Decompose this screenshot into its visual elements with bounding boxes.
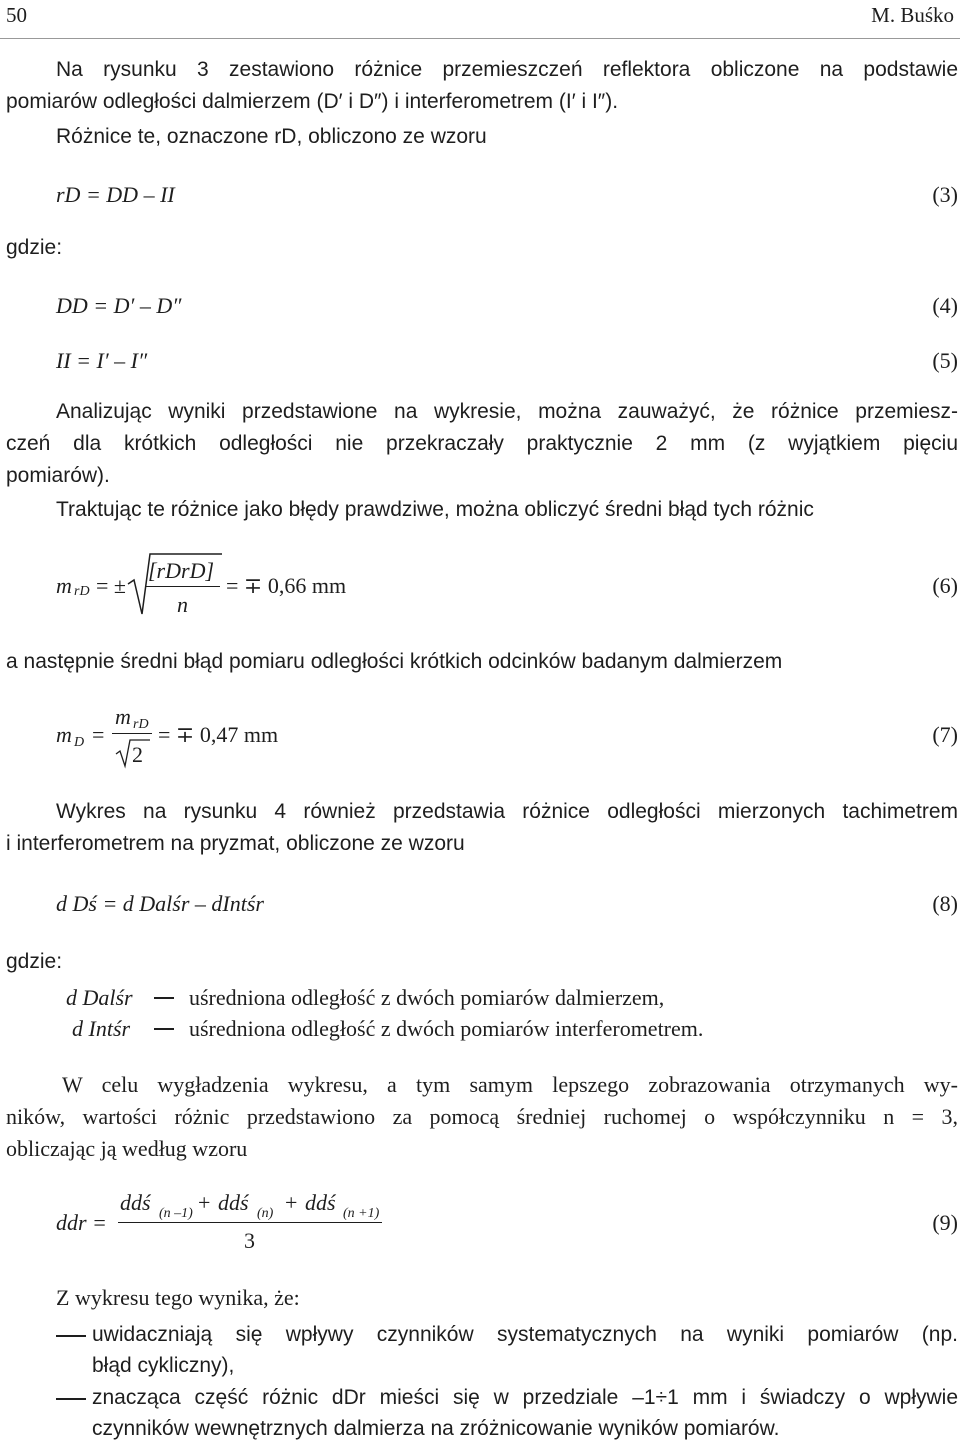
eq6-m-sub: rD	[74, 584, 90, 599]
equation-9-number: (9)	[932, 1210, 958, 1235]
equation-3-number: (3)	[932, 182, 958, 207]
paragraph-2-line-3: pomiarów).	[6, 464, 110, 487]
definition-dash-1	[154, 997, 174, 999]
eq9-term-2: ddś	[218, 1190, 249, 1215]
page-number: 50	[6, 3, 27, 27]
eq9-term-3: ddś	[305, 1190, 336, 1215]
page-header	[0, 0, 960, 39]
equation-4: DD = D′ – D″	[56, 293, 182, 318]
paragraph-1-line-1: Na rysunku 3 zestawiono różnice przemieszczeń reflektora obliczone na podstawie	[56, 58, 958, 81]
bullet-dash-1	[56, 1335, 86, 1337]
equation-5-number: (5)	[932, 348, 958, 373]
paragraph-5-line-2: i interferometrem na pryzmat, obliczone ze wzoru	[6, 832, 465, 855]
paragraph-7-line-1: Z wykresu tego wynika, że:	[56, 1285, 300, 1310]
equation-8-number: (8)	[932, 891, 958, 916]
gdzie-label-2: gdzie:	[6, 950, 63, 973]
eq7-num-sub: rD	[133, 717, 149, 732]
paragraph-3-line-1: Traktując te różnice jako błędy prawdziwe, można obliczyć średni błąd tych różnic	[56, 498, 814, 521]
running-author: M. Buśko	[871, 3, 954, 27]
equation-4-number: (4)	[932, 293, 958, 318]
eq9-term-1: ddś	[120, 1190, 151, 1215]
eq6-equals-pm: = ±	[96, 573, 126, 598]
paragraph-2-line-1: Analizując wyniki przedstawione na wykresie, można zauważyć, że różnice przemiesz-	[56, 400, 958, 423]
bullet-1-line-1: uwidaczniają się wpływy czynników systematycznych na wyniki pomiarów (np.	[92, 1323, 958, 1346]
bullet-2-line-1: znacząca część różnic dDr mieści się w przedziale –1÷1 mm i świadczy o wpływie	[92, 1386, 958, 1409]
eq7-m: m	[56, 722, 72, 747]
definition-term-2: d Intśr	[72, 1016, 131, 1041]
definition-desc-1: uśredniona odległość z dwóch pomiarów dalmierzem,	[189, 985, 665, 1010]
eq7-fraction-bar	[112, 733, 152, 734]
equation-5: II = I′ – I″	[56, 348, 148, 373]
eq9-denominator: 3	[244, 1228, 255, 1253]
paragraph-5-line-1: Wykres na rysunku 4 również przedstawia różnice odległości mierzonych tachimetrem	[56, 800, 958, 823]
bullet-2-line-2: czynników wewnętrznych dalmierza na zróżnicowanie wyników pomiarów.	[92, 1417, 780, 1440]
eq7-equals: =	[92, 722, 105, 747]
paragraph-6-line-2: ników, wartości różnic przedstawiono za pomocą średniej ruchomej o współczynniku n = 3,	[6, 1104, 958, 1129]
eq9-term-3-sub: (n +1)	[343, 1206, 380, 1221]
eq7-num-m: m	[115, 704, 131, 729]
eq7-m-sub: D	[74, 735, 85, 750]
definition-term-1: d Dalśr	[66, 985, 133, 1010]
eq7-result: = ∓ 0,47 mm	[158, 722, 279, 747]
eq6-m: m	[56, 573, 72, 598]
eq9-plus-2: +	[285, 1190, 298, 1215]
equation-3: rD = DD – II	[56, 182, 175, 207]
gdzie-label-1: gdzie:	[6, 236, 63, 259]
eq9-plus-1: +	[198, 1190, 211, 1215]
eq9-term-2-sub: (n)	[257, 1206, 274, 1221]
bullet-dash-2	[56, 1398, 86, 1400]
eq6-denominator: n	[177, 592, 188, 617]
eq7-denominator: 2	[132, 742, 143, 767]
eq6-fraction-bar	[146, 586, 220, 587]
eq9-term-1-sub: (n –1)	[159, 1206, 193, 1221]
equation-7-number: (7)	[932, 722, 958, 747]
definition-dash-2	[154, 1028, 174, 1030]
eq9-lhs: ddr =	[56, 1210, 107, 1235]
equation-8: d Dś = d Dalśr – dIntśr	[56, 891, 264, 916]
paragraph-1-line-3: Różnice te, oznaczone rD, obliczono ze wzoru	[56, 125, 487, 148]
bullet-1-line-2: błąd cykliczny),	[92, 1354, 235, 1377]
eq6-result: = ∓ 0,66 mm	[226, 573, 347, 598]
eq9-fraction-bar	[118, 1222, 382, 1223]
equation-6-number: (6)	[932, 573, 958, 598]
paragraph-6-line-1: W celu wygładzenia wykresu, a tym samym lepszego zobrazowania otrzymanych wy-	[62, 1072, 958, 1097]
eq6-numerator: [rDrD]	[148, 558, 215, 583]
paragraph-2-line-2: czeń dla krótkich odległości nie przekraczały praktycznie 2 mm (z wyjątkiem pięciu	[6, 432, 958, 455]
definition-desc-2: uśredniona odległość z dwóch pomiarów interferometrem.	[189, 1016, 704, 1041]
paragraph-6-line-3: obliczając ją według wzoru	[6, 1136, 248, 1161]
paragraph-4-line-1: a następnie średni błąd pomiaru odległości krótkich odcinków badanym dalmierzem	[6, 650, 783, 673]
paragraph-1-line-2: pomiarów odległości dalmierzem (D′ i D″) i interferometrem (I′ i I″).	[6, 90, 619, 113]
